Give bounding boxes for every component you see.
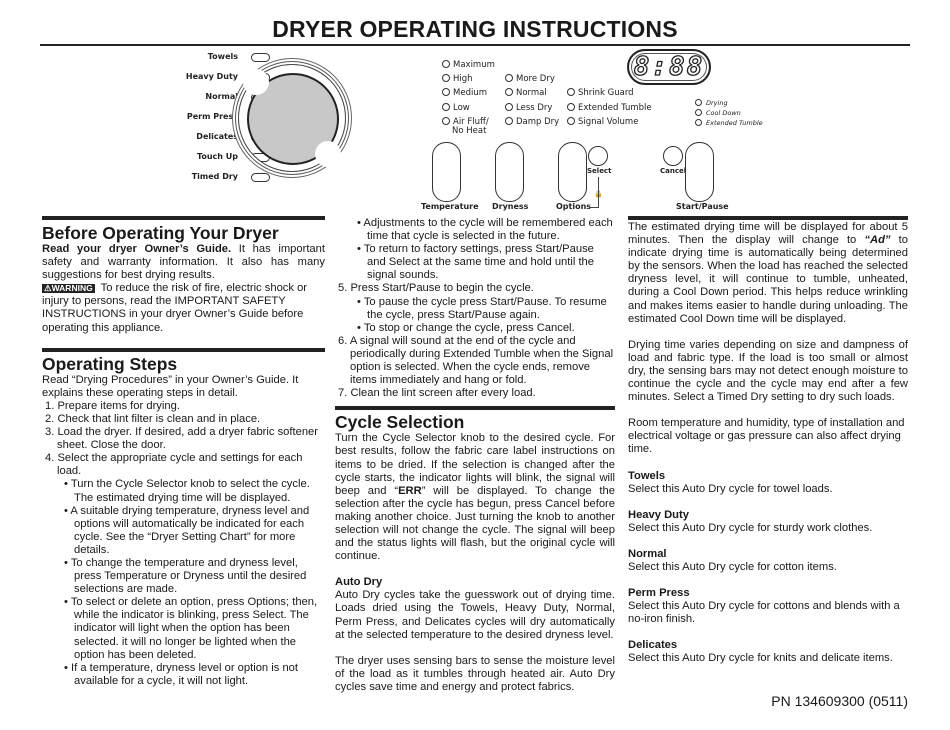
step-1: 1. Prepare items for drying. <box>45 399 180 412</box>
warning-icon: ⚠WARNING <box>44 283 93 294</box>
dry-less: Less Dry <box>505 103 552 113</box>
temp-no-heat: No Heat <box>452 126 487 136</box>
step-4-bullet: • To select or delete an option, press Options; then, while the indicator is blinking, press Select. The indicator will light when the option has been selected. it will no longer be lighted when the option has been deleted. <box>64 596 318 661</box>
steps-intro: Read “Drying Procedures” in your Owner’s Guide. It explains these operating steps in detail. <box>42 373 299 399</box>
cycle-normal: Normal <box>150 91 270 105</box>
estimated-time-text: The estimated drying time will be displayed for about 5 minutes. Then the display will change to “Ad” to indicate drying time is automatically being determined by the sensors. When the load has reached the selected dryness level, it will continue to tumble, unheated, during a Cool Down period. This helps reduce wrinkling and makes items easier to handle during unloading. The estimated Cool Down time will be displayed. <box>628 221 908 325</box>
status-light-icon <box>695 99 702 106</box>
cancel-button-icon <box>663 146 683 166</box>
status-light-icon <box>695 109 702 116</box>
step-4-bullet: • To change the temperature and dryness level, press Temperature or Dryness until the desired selections are made. <box>64 556 307 596</box>
cycle-name: Heavy Duty <box>628 508 689 521</box>
section-divider <box>42 216 325 220</box>
section-divider <box>628 216 908 220</box>
step-4-bullet: • If a temperature, dryness level or option is not available for a cycle, it will not light. <box>64 661 298 687</box>
cycle-delicates: Delicates <box>150 131 270 145</box>
column-left <box>42 216 325 688</box>
option-extended-tumble: Extended Tumble <box>567 103 652 113</box>
cycle-description: Select this Auto Dry cycle for cottons and blends with a no-iron finish. <box>628 600 900 626</box>
cycle-name: Normal <box>628 547 667 560</box>
cycle-heavy-duty: Heavy Duty <box>150 71 270 85</box>
step-4: 4. Select the appropriate cycle and settings for each load. <box>45 452 303 478</box>
cycle-description: Select this Auto Dry cycle for knits and delicate items. <box>628 652 893 665</box>
cycle-description: Select this Auto Dry cycle for sturdy work clothes. <box>628 521 873 534</box>
cycle-indicator-icon <box>251 53 270 62</box>
step-4-bullet: • Turn the Cycle Selector knob to select the cycle. The estimated drying time will be displayed. <box>64 478 310 504</box>
temp-low: Low <box>442 103 470 113</box>
dry-more: More Dry <box>505 74 555 84</box>
indicator-light-icon <box>505 74 513 82</box>
cycle-name: Perm Press <box>628 587 690 600</box>
options-button-icon <box>558 142 587 202</box>
step-7: 7. Clean the lint screen after every load. <box>338 387 536 400</box>
options-label: Options <box>556 202 592 211</box>
step-5: 5. Press Start/Pause to begin the cycle. <box>338 282 534 295</box>
column-right <box>628 216 908 666</box>
cycle-selector-knob-icon <box>238 64 346 172</box>
step-4-bullet: • To return to factory settings, press Start/Pause and Select at the same time and hold until the signal sounds. <box>357 243 595 282</box>
start-pause-button-icon <box>685 142 714 202</box>
step-3: 3. Load the dryer. If desired, add a dryer fabric softener sheet. Close the door. <box>45 426 319 452</box>
indicator-light-icon <box>505 103 513 111</box>
status-extended-tumble: Extended Tumble <box>695 119 763 127</box>
auto-dry-heading: Auto Dry <box>335 576 383 589</box>
option-signal-volume: Signal Volume <box>567 117 638 127</box>
auto-dry-text: Auto Dry cycles take the guesswork out of drying time. Loads dried using the Towels, Heavy Duty, Normal, Perm Press, and Delicates cycles will dry automatically at the selected temperature to the desired dryness level. <box>335 589 615 641</box>
select-label: Select <box>587 167 612 175</box>
temp-high: High <box>442 74 473 84</box>
cycle-perm-press: Perm Press <box>150 111 270 125</box>
indicator-light-icon <box>567 103 575 111</box>
indicator-light-icon <box>505 117 513 125</box>
step-4-bullet: • A suitable drying temperature, dryness level and options will automatically be indicated for each cycle. See the “Dryer Setting Chart” for more details. <box>64 504 310 556</box>
drying-time-text: Drying time varies depending on size and dampness of load and fabric type. If the load is too small or almost dry, the sensing bars may not detect enough moisture to continue the cycle and the cycle may end after a few minutes. Select a Timed Dry setting to dry such loads. <box>628 338 908 404</box>
column-middle <box>335 217 615 694</box>
step-4-bullet: • Adjustments to the cycle will be remembered each time that cycle is selected in the future. <box>357 217 613 243</box>
step-5-bullet: • To pause the cycle press Start/Pause. To resume the cycle, press Start/Pause again. <box>357 295 607 321</box>
cycle-description: Select this Auto Dry cycle for towel loads. <box>628 482 833 495</box>
status-light-icon <box>695 119 702 126</box>
cycle-selection-heading: Cycle Selection <box>335 412 465 433</box>
indicator-light-icon <box>442 88 450 96</box>
indicator-light-icon <box>567 117 575 125</box>
dry-damp: Damp Dry <box>505 117 559 127</box>
temperature-button-icon <box>432 142 461 202</box>
indicator-light-icon <box>442 60 450 68</box>
indicator-light-icon <box>442 74 450 82</box>
status-drying: Drying <box>695 99 728 107</box>
indicator-light-icon <box>505 88 513 96</box>
temp-air-fluff: Air Fluff/ <box>442 117 489 127</box>
dryness-button-icon <box>495 142 524 202</box>
before-operating-text: Read your dryer Owner’s Guide. It has important safety and warranty information. It also has many suggestions for best drying results. <box>42 243 325 282</box>
cancel-label: Cancel <box>660 167 687 175</box>
step-6: 6. A signal will sound at the end of the cycle and periodically during Extended Tumble when the Signal option is selected. When the cycle ends, remove items immediately and hang or fold. <box>338 334 614 387</box>
temp-medium: Medium <box>442 88 487 98</box>
step-5-bullet: • To stop or change the cycle, press Cancel. <box>357 321 575 334</box>
cycle-name: Towels <box>628 469 666 482</box>
section-divider <box>42 348 325 352</box>
warning-paragraph: ⚠WARNING To reduce the risk of fire, electric shock or injury to persons, read the IMPORTANT SAFETY INSTRUCTIONS in your dryer Owner’s Guide before operating this appliance. <box>42 282 308 334</box>
part-number: PN 134609300 (0511) <box>771 693 908 709</box>
indicator-light-icon <box>442 103 450 111</box>
start-pause-label: Start/Pause <box>676 202 729 211</box>
temp-maximum: Maximum <box>442 60 495 70</box>
before-operating-heading: Before Operating Your Dryer <box>42 223 279 243</box>
lock-icon: 🔒 <box>594 191 603 198</box>
cycle-indicator-icon <box>251 173 270 182</box>
cycle-description: Select this Auto Dry cycle for cotton items. <box>628 560 837 573</box>
room-conditions-text: Room temperature and humidity, type of installation and electrical voltage or gas pressure can also affect drying time. <box>628 417 905 456</box>
lock-connector <box>589 177 599 208</box>
select-button-icon <box>588 146 608 166</box>
option-shrink-guard: Shrink Guard <box>567 88 634 98</box>
cycle-name: Delicates <box>628 639 678 652</box>
page-title: DRYER OPERATING INSTRUCTIONS <box>272 16 678 42</box>
section-divider <box>335 406 615 410</box>
time-display: 8:88 <box>627 49 711 85</box>
control-panel-diagram <box>40 46 910 216</box>
dryness-label: Dryness <box>492 202 529 211</box>
temperature-label: Temperature <box>421 202 479 211</box>
cycle-selection-text: Turn the Cycle Selector knob to the desired cycle. For best results, follow the fabric care label instructions on items to be dried. If the selection is changed after the cycle starts, the indicator lights will blink, the signal will beep and “ERR” will be displayed. To change the selection after the cycle has begun, press Cancel before making another choice. Just turning the knob to another selection will not change the cycle. The signal will beep and the status lights will flash, but the original cycle will continue. <box>335 432 615 563</box>
cycle-touch-up: Touch Up <box>150 151 270 165</box>
step-2: 2. Check that lint filter is clean and in place. <box>45 412 261 425</box>
cycle-timed-dry: Timed Dry <box>150 171 270 185</box>
dry-normal: Normal <box>505 88 547 98</box>
indicator-light-icon <box>442 117 450 125</box>
status-cool-down: Cool Down <box>695 109 741 117</box>
auto-dry-sensing-text: The dryer uses sensing bars to sense the moisture level of the load as it tumbles through heated air. Auto Dry cycles save time and energy and protect fabrics. <box>335 654 615 693</box>
cycle-towels: Towels <box>150 51 270 65</box>
indicator-light-icon <box>567 88 575 96</box>
operating-steps-heading: Operating Steps <box>42 353 178 374</box>
